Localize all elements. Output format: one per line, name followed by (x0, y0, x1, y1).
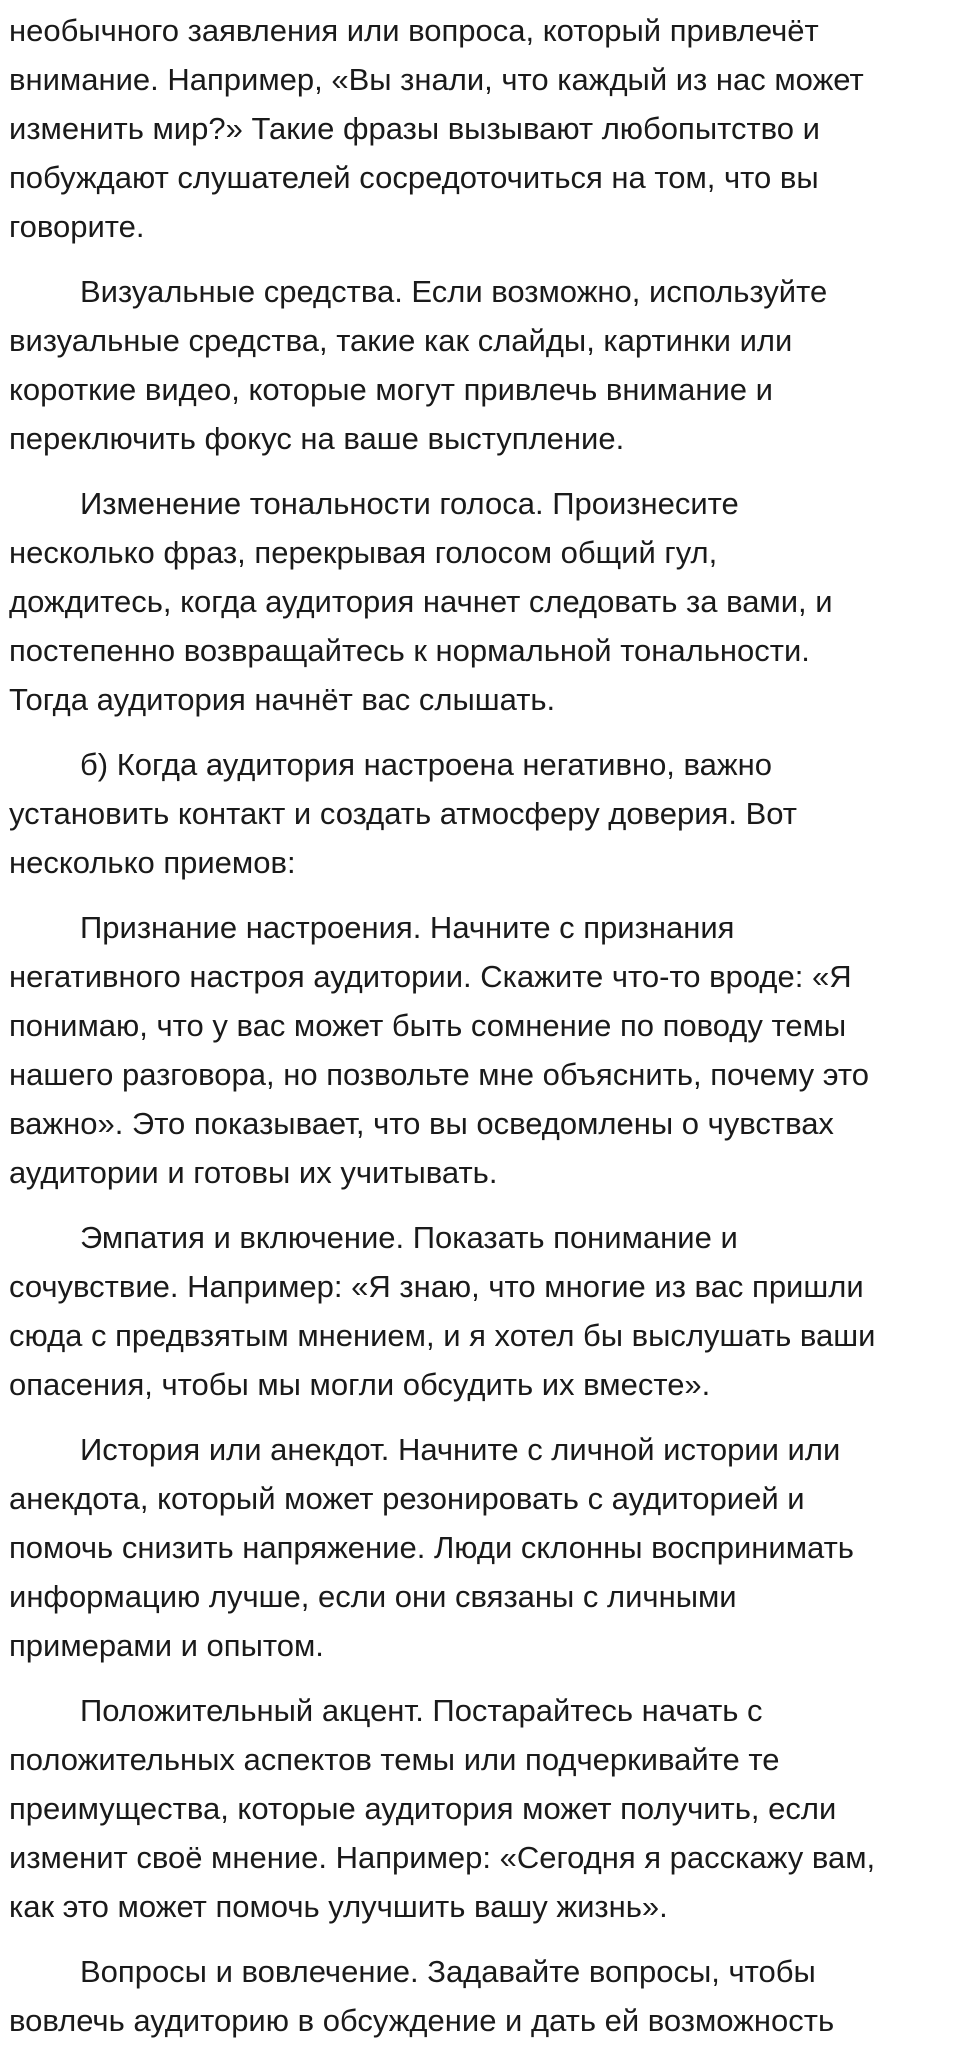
text-line: Признание настроения. Начните с признания (80, 910, 735, 945)
text-line: побуждают слушателей сосредоточиться на том, что вы (9, 160, 819, 195)
paragraph-acknowledge-mood (9, 903, 949, 1197)
text-line: аудитории и готовы их учитывать. (9, 1155, 498, 1190)
text-line: несколько приемов: (9, 845, 296, 880)
paragraph-attention-question (9, 6, 949, 251)
text-line: внимание. Например, «Вы знали, что каждый из нас может (9, 62, 864, 97)
text-line: помочь снизить напряжение. Люди склонны воспринимать (9, 1530, 854, 1565)
text-line: опасения, чтобы мы могли обсудить их вместе». (9, 1367, 711, 1402)
text-line: установить контакт и создать атмосферу доверия. Вот (9, 796, 798, 831)
text-line: сюда с предвзятым мнением, и я хотел бы выслушать ваши (9, 1318, 876, 1353)
text-line: анекдота, который может резонировать с аудиторией и (9, 1481, 805, 1516)
text-line: изменит своё мнение. Например: «Сегодня я расскажу вам, (9, 1840, 876, 1875)
text-line: переключить фокус на ваше выступление. (9, 421, 625, 456)
document-page (9, 6, 949, 2061)
text-line: История или анекдот. Начните с личной истории или (80, 1432, 841, 1467)
text-line: постепенно возвращайтесь к нормальной тональности. (9, 633, 810, 668)
text-line: изменить мир?» Такие фразы вызывают любопытство и (9, 111, 820, 146)
paragraph-positive-accent (9, 1686, 949, 1931)
text-line: как это может помочь улучшить вашу жизнь». (9, 1889, 668, 1924)
text-line: положительных аспектов темы или подчеркивайте те (9, 1742, 780, 1777)
text-line: сочувствие. Например: «Я знаю, что многие из вас пришли (9, 1269, 864, 1304)
paragraph-empathy (9, 1213, 949, 1409)
text-line: преимущества, которые аудитория может получить, если (9, 1791, 837, 1826)
text-line: нашего разговора, но позвольте мне объяснить, почему это (9, 1057, 869, 1092)
text-line: информацию лучше, если они связаны с личными (9, 1579, 737, 1614)
text-line: б) Когда аудитория настроена негативно, важно (80, 747, 772, 782)
text-line: примерами и опытом. (9, 1628, 324, 1663)
paragraph-questions-engagement (9, 1947, 949, 2045)
text-line: Вопросы и вовлечение. Задавайте вопросы, чтобы (80, 1954, 816, 1989)
text-line: вовлечь аудиторию в обсуждение и дать ей возможность (9, 2003, 835, 2038)
text-line: понимаю, что у вас может быть сомнение по поводу темы (9, 1008, 847, 1043)
text-line: дождитесь, когда аудитория начнет следовать за вами, и (9, 584, 833, 619)
text-line: визуальные средства, такие как слайды, картинки или (9, 323, 793, 358)
text-line: необычного заявления или вопроса, который привлечёт (9, 13, 819, 48)
text-line: негативного настроя аудитории. Скажите что-то вроде: «Я (9, 959, 852, 994)
text-line: Положительный акцент. Постарайтесь начать с (80, 1693, 763, 1728)
text-line: Визуальные средства. Если возможно, используйте (80, 274, 828, 309)
text-line: Тогда аудитория начнёт вас слышать. (9, 682, 556, 717)
paragraph-story-anecdote (9, 1425, 949, 1670)
paragraph-voice-tone (9, 479, 949, 724)
paragraph-visual-aids (9, 267, 949, 463)
text-line: важно». Это показывает, что вы осведомлены о чувствах (9, 1106, 834, 1141)
text-line: несколько фраз, перекрывая голосом общий гул, (9, 535, 718, 570)
paragraph-negative-audience (9, 740, 949, 887)
text-line: говорите. (9, 209, 145, 244)
text-line: короткие видео, которые могут привлечь внимание и (9, 372, 773, 407)
text-line: Эмпатия и включение. Показать понимание и (80, 1220, 738, 1255)
text-line: Изменение тональности голоса. Произнесите (80, 486, 739, 521)
